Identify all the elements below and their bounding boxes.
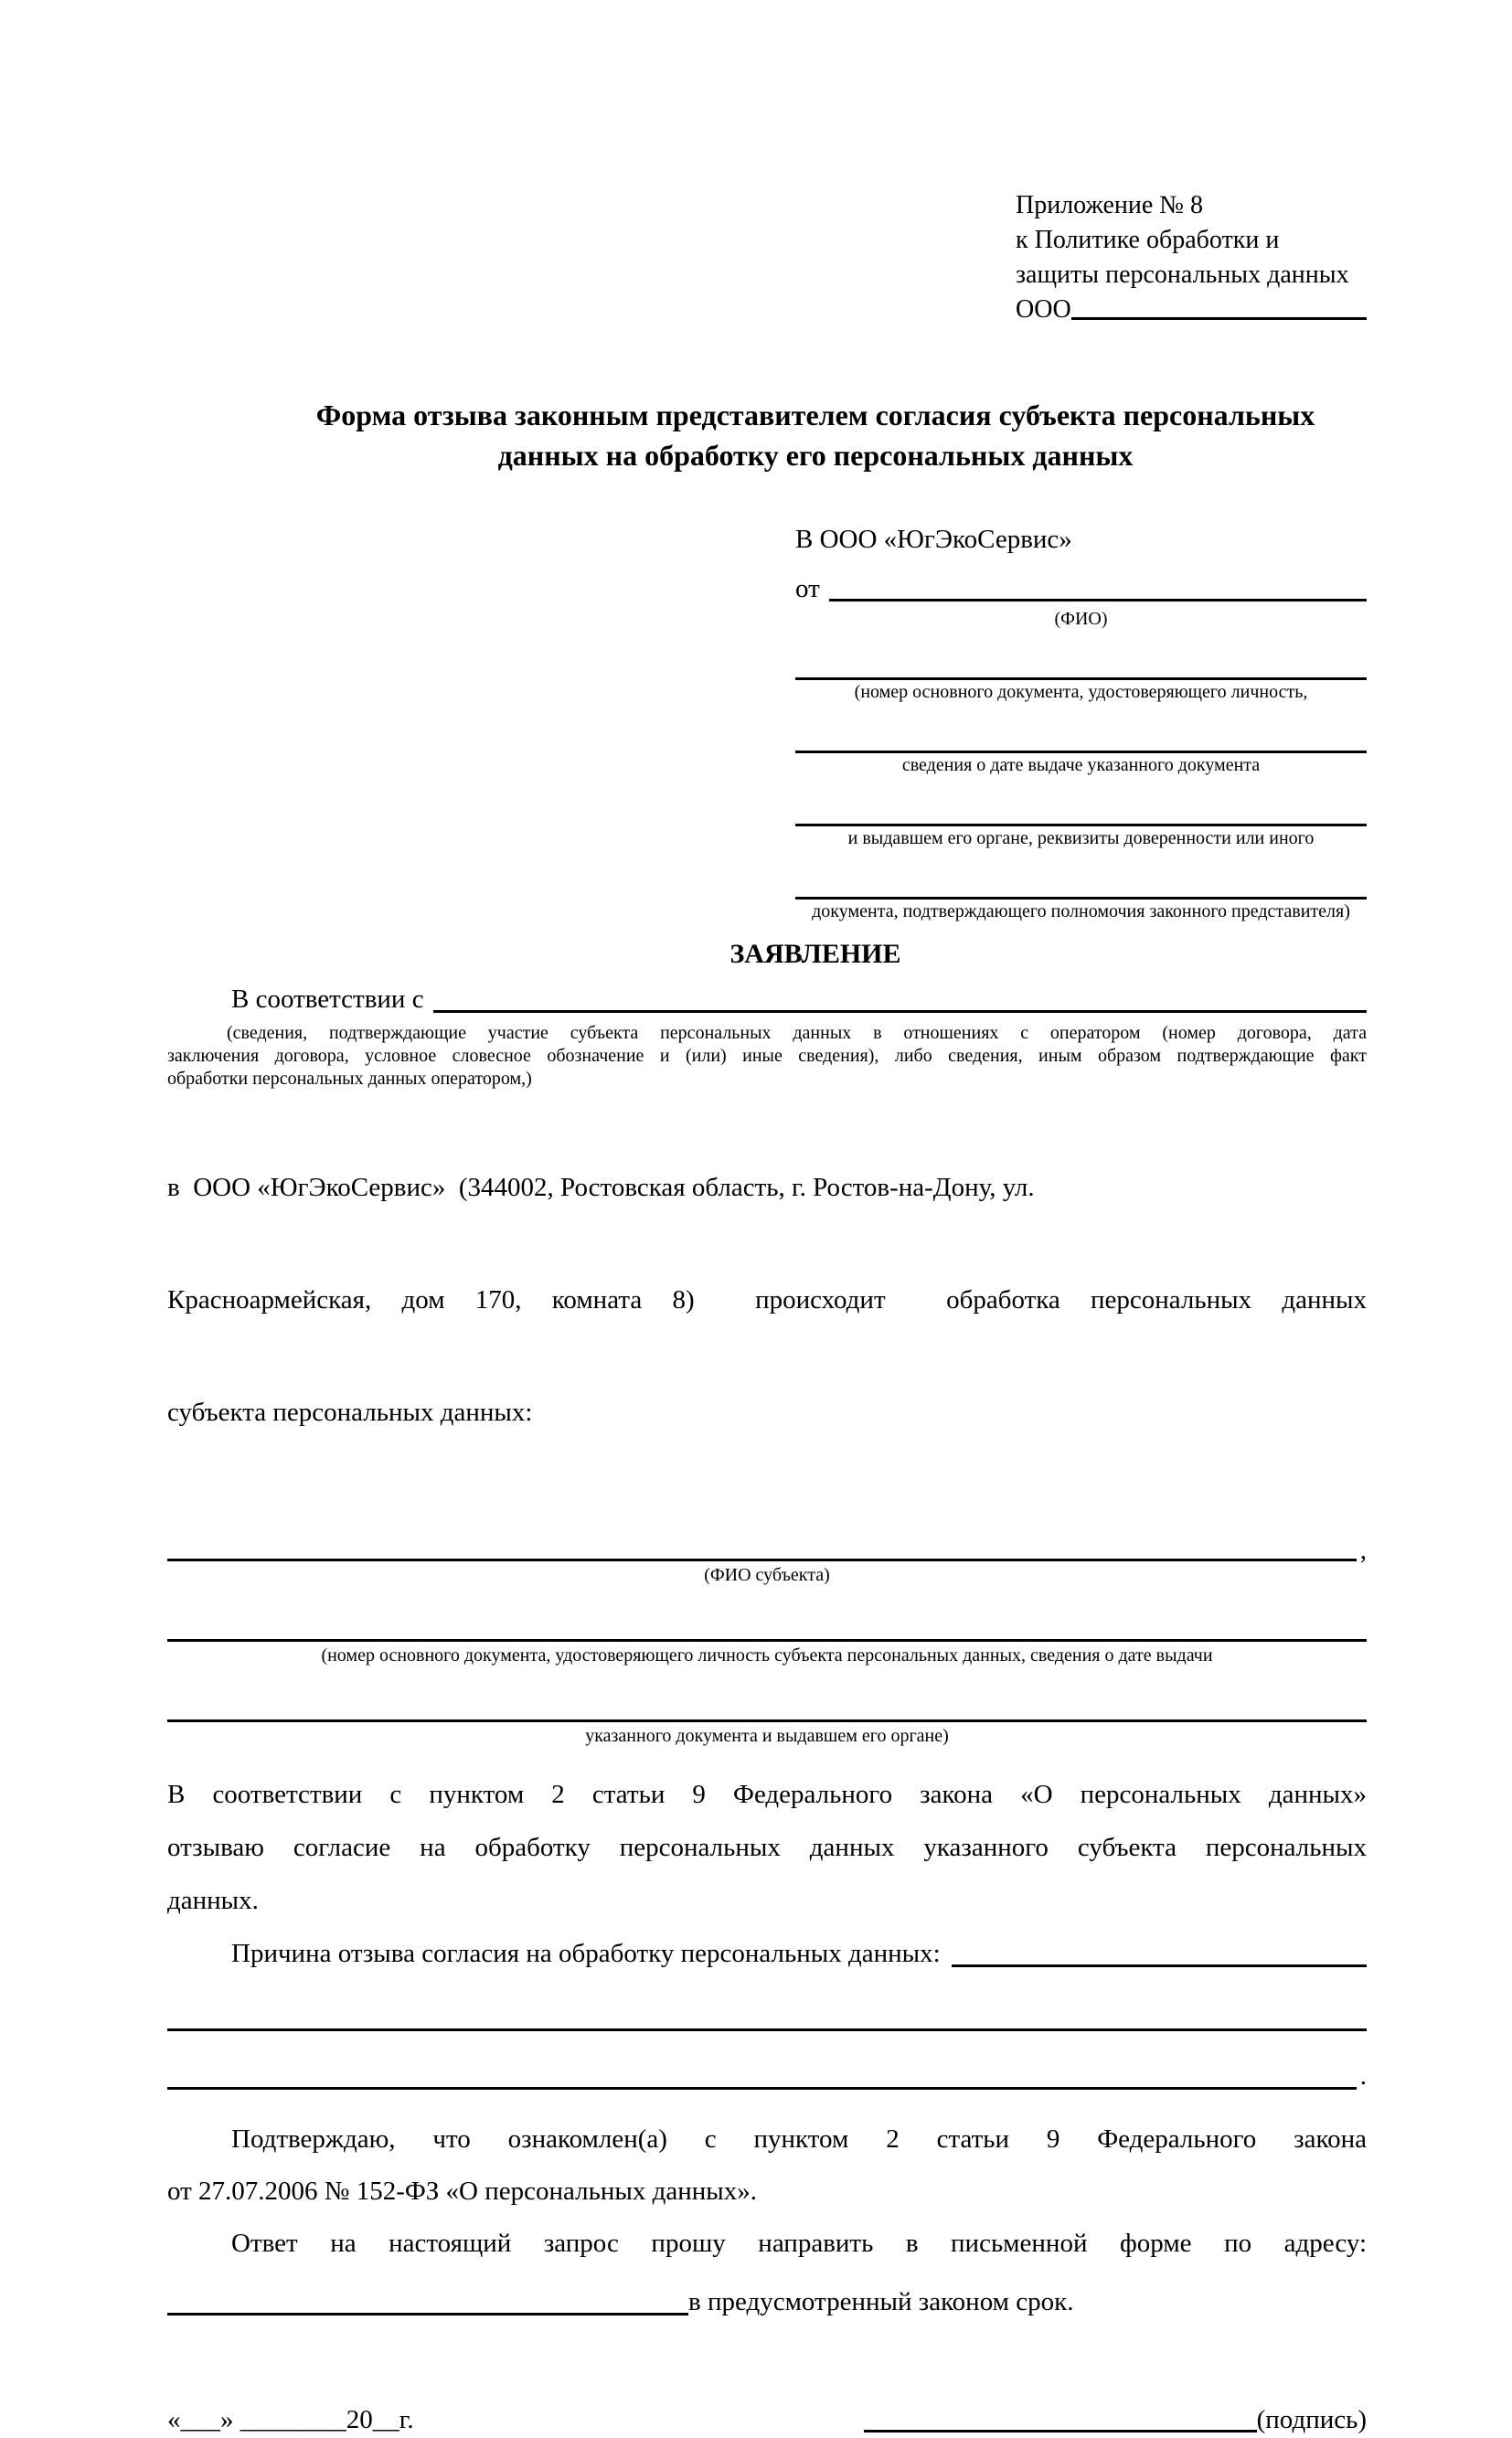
small-print-line-2: заключения договора, условное словесное обозначение и (или) иные сведения), либо сведения, иным образом подтверждающие факт (167, 1046, 1367, 1066)
company-blank-row (1016, 293, 1367, 327)
representative-doc-blank-field-4[interactable] (795, 850, 1367, 900)
accordance-row (167, 980, 1367, 1018)
caption-doc-4: документа, подтверждающего полномочия законного представителя) (812, 901, 1350, 921)
addressee-to: В ООО «ЮгЭкоСервис» (795, 525, 1072, 554)
subject-doc-blank-field-1[interactable] (167, 1614, 1367, 1642)
withdrawal-paragraph (167, 1768, 1367, 1927)
signature-group (864, 2401, 1367, 2438)
reason-blank-row-2 (167, 1973, 1367, 2031)
confirmation-line-2: от 27.07.2006 № 152-ФЗ «О персональных данных». (167, 2177, 758, 2206)
from-row (795, 570, 1367, 607)
reply-address-blank-field[interactable] (167, 2283, 688, 2316)
signature-blank-field[interactable] (864, 2401, 1257, 2433)
reply-suffix: в предусмотренный законом срок. (688, 2287, 1074, 2316)
confirmation-paragraph (167, 2113, 1367, 2218)
reason-blank-field-1[interactable] (952, 1934, 1367, 1967)
small-print-note (167, 1022, 1367, 1091)
appendix-policy-line2: защиты персональных данных (1016, 261, 1349, 289)
appendix-note (1016, 188, 1367, 327)
operator-line-1: в ООО «ЮгЭкоСервис» (344002, Ростовская область, г. Ростов-на-Дону, ул. (167, 1173, 1035, 1202)
withdrawal-line-2: отзываю согласие на обработку персональных данных указанного субъекта персональных (167, 1833, 1367, 1862)
caption-doc-3: и выдавшем его органе, реквизиты доверенности или иного (847, 828, 1315, 848)
signature-row (167, 2401, 1367, 2438)
reply-address-row (167, 2283, 1367, 2321)
small-print-line-3: обработки персональных данных оператором,) (167, 1069, 532, 1089)
statement-heading: ЗАЯВЛЕНИЕ (729, 939, 901, 969)
from-prefix: от (795, 574, 820, 603)
subject-doc-row-1 (167, 1614, 1367, 1644)
withdrawal-line-3: данных. (167, 1886, 259, 1915)
operator-paragraph (167, 1094, 1367, 1506)
subject-fio-row (167, 1534, 1367, 1563)
appendix-policy-line: к Политике обработки и (1016, 226, 1280, 254)
reason-blank-field-2[interactable] (167, 1973, 1367, 2031)
representative-doc-blank-field-2[interactable] (795, 704, 1367, 753)
caption-fio: (ФИО) (1054, 609, 1108, 629)
representative-name-blank-field[interactable] (829, 570, 1367, 602)
representative-doc-blank-field-1[interactable] (795, 631, 1367, 680)
reason-period: . (1359, 2061, 1367, 2091)
company-name-blank-field[interactable] (1071, 293, 1367, 320)
accordance-prefix: В соответствии с (231, 985, 424, 1014)
representative-doc-blank-field-3[interactable] (795, 777, 1367, 826)
signature-caption: (подпись) (1256, 2405, 1367, 2434)
operator-line-2: Красноармейская, дом 170, комната 8) происходит обработка персональных данных (167, 1285, 1367, 1315)
caption-subject-fio: (ФИО субъекта) (704, 1565, 830, 1585)
date-blank[interactable]: «___» ________20__г. (167, 2405, 414, 2434)
caption-doc-2: сведения о дате выдаче указанного документа (901, 755, 1261, 775)
caption-doc-1: (номер основного документа, удостоверяющего личность, (854, 682, 1308, 702)
confirmation-line-1: Подтверждаю, что ознакомлен(а) с пунктом 2 статьи 9 Федерального закона (231, 2124, 1367, 2154)
operator-line-3: субъекта персональных данных: (167, 1398, 533, 1427)
small-print-line-1: (сведения, подтверждающие участие субъекта персональных данных в отношениях с оператором (номер договора, дата (227, 1023, 1367, 1043)
company-prefix: ООО (1016, 295, 1071, 324)
reason-blank-field-3[interactable] (167, 2031, 1357, 2090)
withdrawal-line-1: В соответствии с пунктом 2 статьи 9 Федерального закона «О персональных данных» (167, 1780, 1367, 1809)
reply-request-line: Ответ на настоящий запрос прошу направить в письменной форме по адресу: (231, 2229, 1367, 2258)
document-title: Форма отзыва законным представителем согласия субъекта персональных данных на обработку его персональных данных (315, 399, 1315, 472)
subject-doc-blank-field-2[interactable] (167, 1695, 1367, 1722)
subject-fio-comma: , (1359, 1536, 1367, 1565)
accordance-blank-field[interactable] (433, 980, 1367, 1013)
caption-subject-doc-2: указанного документа и выдавшем его органе) (585, 1726, 949, 1746)
reason-row (167, 1934, 1367, 1973)
subject-fio-blank-field[interactable] (167, 1534, 1357, 1561)
caption-subject-doc-1: (номер основного документа, удостоверяющего личность субъекта персональных данных, сведения о дате выдачи (321, 1645, 1213, 1666)
addressee-block (795, 521, 1367, 923)
reason-prefix: Причина отзыва согласия на обработку персональных данных: (231, 1939, 941, 1968)
subject-doc-row-2 (167, 1695, 1367, 1724)
appendix-number: Приложение № 8 (1016, 191, 1203, 219)
reason-blank-row-3 (167, 2031, 1367, 2090)
